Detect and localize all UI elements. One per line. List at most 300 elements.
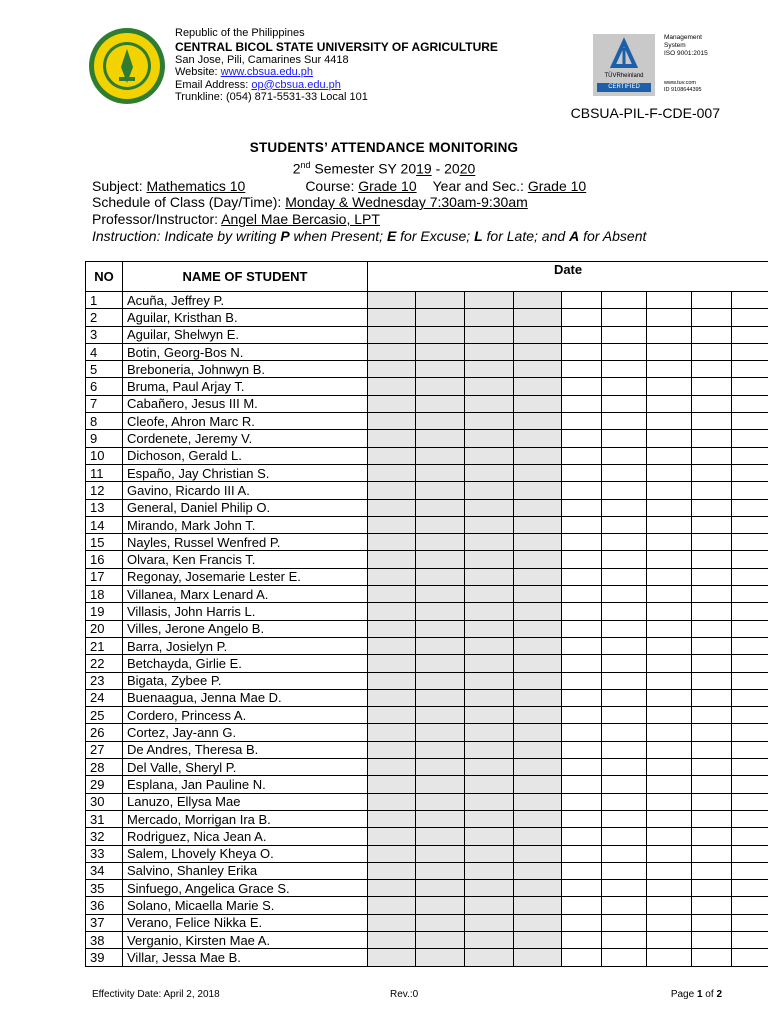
attendance-cell[interactable] xyxy=(602,620,647,637)
attendance-cell[interactable] xyxy=(562,586,602,603)
attendance-cell[interactable] xyxy=(562,707,602,724)
attendance-cell[interactable] xyxy=(416,862,465,879)
attendance-cell[interactable] xyxy=(602,949,647,966)
attendance-cell[interactable] xyxy=(562,499,602,516)
attendance-cell[interactable] xyxy=(692,603,732,620)
attendance-cell[interactable] xyxy=(514,949,562,966)
attendance-cell[interactable] xyxy=(647,499,692,516)
attendance-cell[interactable] xyxy=(692,897,732,914)
attendance-cell[interactable] xyxy=(416,672,465,689)
attendance-cell[interactable] xyxy=(416,741,465,758)
attendance-cell[interactable] xyxy=(692,914,732,931)
website-link[interactable]: www.cbsua.edu.ph xyxy=(220,66,313,78)
attendance-cell[interactable] xyxy=(562,793,602,810)
attendance-cell[interactable] xyxy=(368,464,416,481)
attendance-cell[interactable] xyxy=(647,464,692,481)
attendance-cell[interactable] xyxy=(602,395,647,412)
attendance-cell[interactable] xyxy=(562,378,602,395)
attendance-cell[interactable] xyxy=(732,464,768,481)
attendance-cell[interactable] xyxy=(368,586,416,603)
attendance-cell[interactable] xyxy=(416,724,465,741)
attendance-cell[interactable] xyxy=(602,499,647,516)
attendance-cell[interactable] xyxy=(602,724,647,741)
attendance-cell[interactable] xyxy=(602,292,647,309)
attendance-cell[interactable] xyxy=(602,914,647,931)
attendance-cell[interactable] xyxy=(465,897,514,914)
attendance-cell[interactable] xyxy=(647,516,692,533)
attendance-cell[interactable] xyxy=(368,672,416,689)
attendance-cell[interactable] xyxy=(416,430,465,447)
attendance-cell[interactable] xyxy=(416,931,465,948)
attendance-cell[interactable] xyxy=(692,655,732,672)
attendance-cell[interactable] xyxy=(416,914,465,931)
attendance-cell[interactable] xyxy=(465,776,514,793)
attendance-cell[interactable] xyxy=(514,568,562,585)
attendance-cell[interactable] xyxy=(562,672,602,689)
attendance-cell[interactable] xyxy=(416,499,465,516)
attendance-cell[interactable] xyxy=(692,793,732,810)
attendance-cell[interactable] xyxy=(562,516,602,533)
attendance-cell[interactable] xyxy=(562,430,602,447)
attendance-cell[interactable] xyxy=(562,534,602,551)
attendance-cell[interactable] xyxy=(368,343,416,360)
attendance-cell[interactable] xyxy=(465,516,514,533)
attendance-cell[interactable] xyxy=(602,430,647,447)
attendance-cell[interactable] xyxy=(416,516,465,533)
attendance-cell[interactable] xyxy=(514,724,562,741)
attendance-cell[interactable] xyxy=(514,655,562,672)
attendance-cell[interactable] xyxy=(562,949,602,966)
attendance-cell[interactable] xyxy=(514,845,562,862)
attendance-cell[interactable] xyxy=(647,568,692,585)
attendance-cell[interactable] xyxy=(465,655,514,672)
attendance-cell[interactable] xyxy=(368,361,416,378)
attendance-cell[interactable] xyxy=(514,534,562,551)
attendance-cell[interactable] xyxy=(514,361,562,378)
attendance-cell[interactable] xyxy=(732,845,768,862)
attendance-cell[interactable] xyxy=(562,620,602,637)
attendance-cell[interactable] xyxy=(602,603,647,620)
attendance-cell[interactable] xyxy=(692,309,732,326)
attendance-cell[interactable] xyxy=(602,551,647,568)
attendance-cell[interactable] xyxy=(647,897,692,914)
attendance-cell[interactable] xyxy=(692,413,732,430)
attendance-cell[interactable] xyxy=(647,326,692,343)
attendance-cell[interactable] xyxy=(465,862,514,879)
attendance-cell[interactable] xyxy=(465,914,514,931)
attendance-cell[interactable] xyxy=(514,931,562,948)
attendance-cell[interactable] xyxy=(368,897,416,914)
attendance-cell[interactable] xyxy=(514,309,562,326)
attendance-cell[interactable] xyxy=(562,568,602,585)
attendance-cell[interactable] xyxy=(368,603,416,620)
attendance-cell[interactable] xyxy=(732,551,768,568)
attendance-cell[interactable] xyxy=(514,430,562,447)
attendance-cell[interactable] xyxy=(416,568,465,585)
attendance-cell[interactable] xyxy=(692,464,732,481)
attendance-cell[interactable] xyxy=(416,845,465,862)
attendance-cell[interactable] xyxy=(647,689,692,706)
attendance-cell[interactable] xyxy=(602,672,647,689)
attendance-cell[interactable] xyxy=(562,724,602,741)
attendance-cell[interactable] xyxy=(368,810,416,827)
attendance-cell[interactable] xyxy=(368,724,416,741)
attendance-cell[interactable] xyxy=(732,534,768,551)
attendance-cell[interactable] xyxy=(647,845,692,862)
attendance-cell[interactable] xyxy=(647,430,692,447)
attendance-cell[interactable] xyxy=(732,378,768,395)
attendance-cell[interactable] xyxy=(732,343,768,360)
attendance-cell[interactable] xyxy=(647,949,692,966)
attendance-cell[interactable] xyxy=(732,326,768,343)
attendance-cell[interactable] xyxy=(514,689,562,706)
attendance-cell[interactable] xyxy=(602,568,647,585)
attendance-cell[interactable] xyxy=(514,620,562,637)
attendance-cell[interactable] xyxy=(416,707,465,724)
attendance-cell[interactable] xyxy=(602,845,647,862)
attendance-cell[interactable] xyxy=(562,931,602,948)
attendance-cell[interactable] xyxy=(368,534,416,551)
attendance-cell[interactable] xyxy=(368,292,416,309)
attendance-cell[interactable] xyxy=(692,637,732,654)
attendance-cell[interactable] xyxy=(692,516,732,533)
attendance-cell[interactable] xyxy=(514,516,562,533)
attendance-cell[interactable] xyxy=(732,672,768,689)
attendance-cell[interactable] xyxy=(602,931,647,948)
attendance-cell[interactable] xyxy=(514,914,562,931)
attendance-cell[interactable] xyxy=(416,534,465,551)
attendance-cell[interactable] xyxy=(562,326,602,343)
attendance-cell[interactable] xyxy=(416,447,465,464)
attendance-cell[interactable] xyxy=(732,776,768,793)
attendance-cell[interactable] xyxy=(562,655,602,672)
attendance-cell[interactable] xyxy=(692,862,732,879)
attendance-cell[interactable] xyxy=(514,292,562,309)
attendance-cell[interactable] xyxy=(368,949,416,966)
attendance-cell[interactable] xyxy=(732,309,768,326)
attendance-cell[interactable] xyxy=(692,482,732,499)
attendance-cell[interactable] xyxy=(465,880,514,897)
attendance-cell[interactable] xyxy=(692,620,732,637)
attendance-cell[interactable] xyxy=(692,568,732,585)
attendance-cell[interactable] xyxy=(602,776,647,793)
attendance-cell[interactable] xyxy=(416,413,465,430)
attendance-cell[interactable] xyxy=(602,516,647,533)
attendance-cell[interactable] xyxy=(602,586,647,603)
attendance-cell[interactable] xyxy=(602,464,647,481)
attendance-cell[interactable] xyxy=(514,343,562,360)
attendance-cell[interactable] xyxy=(562,361,602,378)
attendance-cell[interactable] xyxy=(602,880,647,897)
attendance-cell[interactable] xyxy=(465,603,514,620)
attendance-cell[interactable] xyxy=(368,862,416,879)
attendance-cell[interactable] xyxy=(692,828,732,845)
attendance-cell[interactable] xyxy=(602,534,647,551)
attendance-cell[interactable] xyxy=(465,586,514,603)
attendance-cell[interactable] xyxy=(368,551,416,568)
attendance-cell[interactable] xyxy=(692,292,732,309)
attendance-cell[interactable] xyxy=(692,880,732,897)
attendance-cell[interactable] xyxy=(732,361,768,378)
attendance-cell[interactable] xyxy=(465,482,514,499)
attendance-cell[interactable] xyxy=(602,413,647,430)
attendance-cell[interactable] xyxy=(465,620,514,637)
attendance-cell[interactable] xyxy=(602,689,647,706)
attendance-cell[interactable] xyxy=(368,828,416,845)
attendance-cell[interactable] xyxy=(647,707,692,724)
attendance-cell[interactable] xyxy=(692,776,732,793)
attendance-cell[interactable] xyxy=(602,897,647,914)
attendance-cell[interactable] xyxy=(368,326,416,343)
attendance-cell[interactable] xyxy=(647,862,692,879)
attendance-cell[interactable] xyxy=(732,828,768,845)
attendance-cell[interactable] xyxy=(692,586,732,603)
attendance-cell[interactable] xyxy=(647,395,692,412)
attendance-cell[interactable] xyxy=(465,759,514,776)
attendance-cell[interactable] xyxy=(514,672,562,689)
attendance-cell[interactable] xyxy=(465,361,514,378)
attendance-cell[interactable] xyxy=(732,620,768,637)
attendance-cell[interactable] xyxy=(416,343,465,360)
attendance-cell[interactable] xyxy=(465,931,514,948)
attendance-cell[interactable] xyxy=(416,776,465,793)
attendance-cell[interactable] xyxy=(368,447,416,464)
attendance-cell[interactable] xyxy=(514,586,562,603)
attendance-cell[interactable] xyxy=(602,655,647,672)
attendance-cell[interactable] xyxy=(514,707,562,724)
attendance-cell[interactable] xyxy=(732,741,768,758)
attendance-cell[interactable] xyxy=(465,499,514,516)
attendance-cell[interactable] xyxy=(647,361,692,378)
attendance-cell[interactable] xyxy=(465,949,514,966)
attendance-cell[interactable] xyxy=(368,482,416,499)
attendance-cell[interactable] xyxy=(465,343,514,360)
attendance-cell[interactable] xyxy=(562,897,602,914)
attendance-cell[interactable] xyxy=(465,568,514,585)
attendance-cell[interactable] xyxy=(416,395,465,412)
attendance-cell[interactable] xyxy=(465,430,514,447)
attendance-cell[interactable] xyxy=(732,689,768,706)
attendance-cell[interactable] xyxy=(732,949,768,966)
attendance-cell[interactable] xyxy=(514,793,562,810)
attendance-cell[interactable] xyxy=(602,810,647,827)
attendance-cell[interactable] xyxy=(368,430,416,447)
attendance-cell[interactable] xyxy=(465,534,514,551)
attendance-cell[interactable] xyxy=(562,880,602,897)
attendance-cell[interactable] xyxy=(692,689,732,706)
attendance-cell[interactable] xyxy=(647,586,692,603)
attendance-cell[interactable] xyxy=(514,413,562,430)
attendance-cell[interactable] xyxy=(562,447,602,464)
attendance-cell[interactable] xyxy=(514,464,562,481)
attendance-cell[interactable] xyxy=(514,897,562,914)
attendance-cell[interactable] xyxy=(514,637,562,654)
attendance-cell[interactable] xyxy=(416,464,465,481)
attendance-cell[interactable] xyxy=(465,395,514,412)
attendance-cell[interactable] xyxy=(647,776,692,793)
attendance-cell[interactable] xyxy=(692,724,732,741)
attendance-cell[interactable] xyxy=(732,482,768,499)
attendance-cell[interactable] xyxy=(562,689,602,706)
attendance-cell[interactable] xyxy=(647,810,692,827)
attendance-cell[interactable] xyxy=(692,499,732,516)
attendance-cell[interactable] xyxy=(692,361,732,378)
attendance-cell[interactable] xyxy=(692,326,732,343)
attendance-cell[interactable] xyxy=(732,413,768,430)
attendance-cell[interactable] xyxy=(465,793,514,810)
attendance-cell[interactable] xyxy=(732,880,768,897)
attendance-cell[interactable] xyxy=(416,880,465,897)
attendance-cell[interactable] xyxy=(368,793,416,810)
attendance-cell[interactable] xyxy=(732,707,768,724)
attendance-cell[interactable] xyxy=(602,482,647,499)
attendance-cell[interactable] xyxy=(514,551,562,568)
email-link[interactable]: op@cbsua.edu.ph xyxy=(251,78,341,91)
attendance-cell[interactable] xyxy=(602,361,647,378)
attendance-cell[interactable] xyxy=(647,551,692,568)
attendance-cell[interactable] xyxy=(692,810,732,827)
attendance-cell[interactable] xyxy=(732,430,768,447)
attendance-cell[interactable] xyxy=(732,810,768,827)
attendance-cell[interactable] xyxy=(416,759,465,776)
attendance-cell[interactable] xyxy=(368,516,416,533)
attendance-cell[interactable] xyxy=(465,413,514,430)
attendance-cell[interactable] xyxy=(602,343,647,360)
attendance-cell[interactable] xyxy=(562,482,602,499)
attendance-cell[interactable] xyxy=(368,309,416,326)
attendance-cell[interactable] xyxy=(732,759,768,776)
attendance-cell[interactable] xyxy=(416,603,465,620)
attendance-cell[interactable] xyxy=(514,447,562,464)
attendance-cell[interactable] xyxy=(602,309,647,326)
attendance-cell[interactable] xyxy=(416,655,465,672)
attendance-cell[interactable] xyxy=(692,672,732,689)
attendance-cell[interactable] xyxy=(465,637,514,654)
attendance-cell[interactable] xyxy=(732,655,768,672)
attendance-cell[interactable] xyxy=(692,378,732,395)
attendance-cell[interactable] xyxy=(562,776,602,793)
attendance-cell[interactable] xyxy=(647,828,692,845)
attendance-cell[interactable] xyxy=(416,378,465,395)
attendance-cell[interactable] xyxy=(465,326,514,343)
attendance-cell[interactable] xyxy=(732,914,768,931)
attendance-cell[interactable] xyxy=(602,862,647,879)
attendance-cell[interactable] xyxy=(602,793,647,810)
attendance-cell[interactable] xyxy=(562,828,602,845)
attendance-cell[interactable] xyxy=(368,413,416,430)
attendance-cell[interactable] xyxy=(416,637,465,654)
attendance-cell[interactable] xyxy=(692,707,732,724)
attendance-cell[interactable] xyxy=(647,914,692,931)
attendance-cell[interactable] xyxy=(602,637,647,654)
attendance-cell[interactable] xyxy=(732,447,768,464)
attendance-cell[interactable] xyxy=(647,343,692,360)
attendance-cell[interactable] xyxy=(647,724,692,741)
attendance-cell[interactable] xyxy=(368,914,416,931)
attendance-cell[interactable] xyxy=(647,378,692,395)
attendance-cell[interactable] xyxy=(465,828,514,845)
attendance-cell[interactable] xyxy=(647,309,692,326)
attendance-cell[interactable] xyxy=(562,309,602,326)
attendance-cell[interactable] xyxy=(647,931,692,948)
attendance-cell[interactable] xyxy=(562,845,602,862)
attendance-cell[interactable] xyxy=(416,309,465,326)
attendance-cell[interactable] xyxy=(647,620,692,637)
attendance-cell[interactable] xyxy=(562,862,602,879)
attendance-cell[interactable] xyxy=(732,724,768,741)
attendance-cell[interactable] xyxy=(368,637,416,654)
attendance-cell[interactable] xyxy=(416,828,465,845)
attendance-cell[interactable] xyxy=(692,949,732,966)
attendance-cell[interactable] xyxy=(692,741,732,758)
attendance-cell[interactable] xyxy=(692,845,732,862)
attendance-cell[interactable] xyxy=(368,880,416,897)
attendance-cell[interactable] xyxy=(368,931,416,948)
attendance-cell[interactable] xyxy=(602,741,647,758)
attendance-cell[interactable] xyxy=(514,759,562,776)
attendance-cell[interactable] xyxy=(465,551,514,568)
attendance-cell[interactable] xyxy=(692,447,732,464)
attendance-cell[interactable] xyxy=(514,395,562,412)
attendance-cell[interactable] xyxy=(465,689,514,706)
attendance-cell[interactable] xyxy=(562,343,602,360)
attendance-cell[interactable] xyxy=(692,430,732,447)
attendance-cell[interactable] xyxy=(416,326,465,343)
attendance-cell[interactable] xyxy=(514,828,562,845)
attendance-cell[interactable] xyxy=(732,395,768,412)
attendance-cell[interactable] xyxy=(602,326,647,343)
attendance-cell[interactable] xyxy=(368,759,416,776)
attendance-cell[interactable] xyxy=(465,464,514,481)
attendance-cell[interactable] xyxy=(732,516,768,533)
attendance-cell[interactable] xyxy=(465,707,514,724)
attendance-cell[interactable] xyxy=(465,724,514,741)
attendance-cell[interactable] xyxy=(562,914,602,931)
attendance-cell[interactable] xyxy=(465,378,514,395)
attendance-cell[interactable] xyxy=(647,292,692,309)
attendance-cell[interactable] xyxy=(562,292,602,309)
attendance-cell[interactable] xyxy=(692,534,732,551)
attendance-cell[interactable] xyxy=(732,931,768,948)
attendance-cell[interactable] xyxy=(416,620,465,637)
attendance-cell[interactable] xyxy=(732,586,768,603)
attendance-cell[interactable] xyxy=(647,759,692,776)
attendance-cell[interactable] xyxy=(514,499,562,516)
attendance-cell[interactable] xyxy=(416,689,465,706)
attendance-cell[interactable] xyxy=(647,880,692,897)
attendance-cell[interactable] xyxy=(647,447,692,464)
attendance-cell[interactable] xyxy=(465,741,514,758)
attendance-cell[interactable] xyxy=(732,568,768,585)
attendance-cell[interactable] xyxy=(692,395,732,412)
attendance-cell[interactable] xyxy=(368,655,416,672)
attendance-cell[interactable] xyxy=(416,793,465,810)
attendance-cell[interactable] xyxy=(732,637,768,654)
attendance-cell[interactable] xyxy=(647,603,692,620)
attendance-cell[interactable] xyxy=(647,413,692,430)
attendance-cell[interactable] xyxy=(514,482,562,499)
attendance-cell[interactable] xyxy=(368,395,416,412)
attendance-cell[interactable] xyxy=(732,793,768,810)
attendance-cell[interactable] xyxy=(368,568,416,585)
attendance-cell[interactable] xyxy=(416,292,465,309)
attendance-cell[interactable] xyxy=(368,776,416,793)
attendance-cell[interactable] xyxy=(692,759,732,776)
attendance-cell[interactable] xyxy=(647,655,692,672)
attendance-cell[interactable] xyxy=(732,603,768,620)
attendance-cell[interactable] xyxy=(602,828,647,845)
attendance-cell[interactable] xyxy=(692,551,732,568)
